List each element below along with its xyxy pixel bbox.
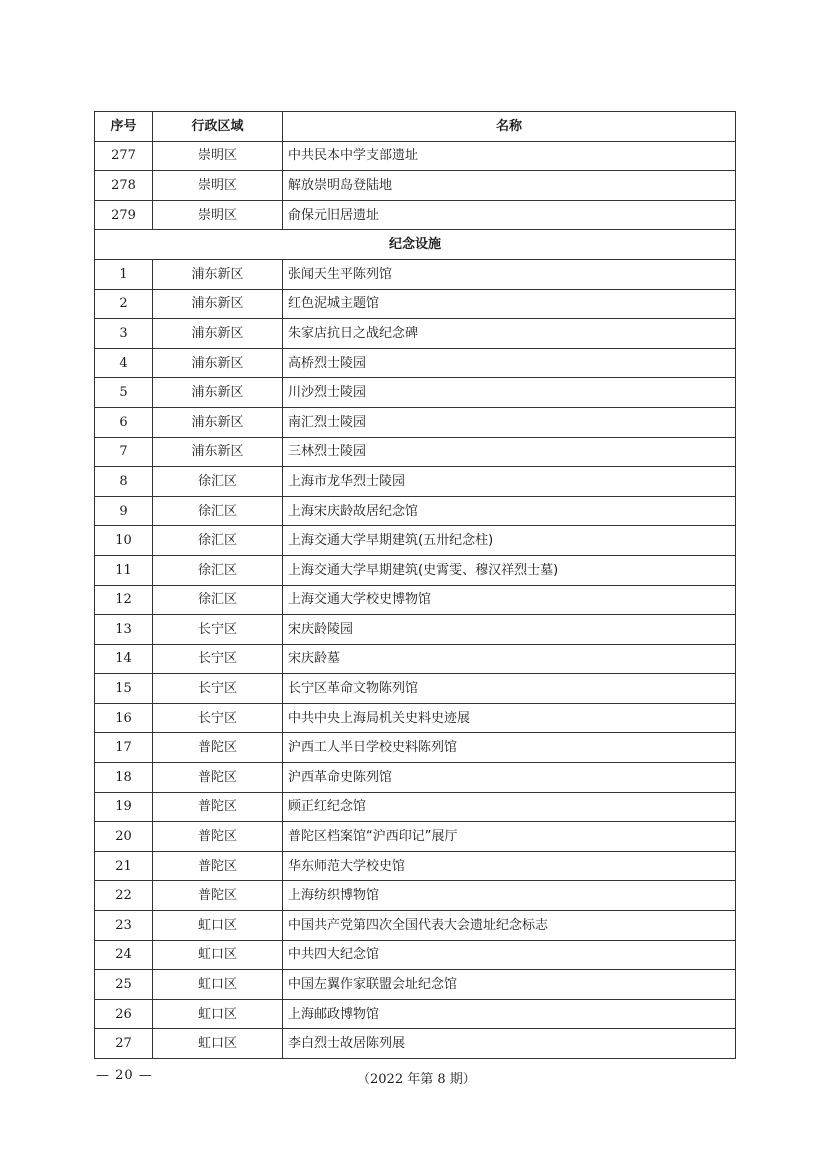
row-district: 虹口区 (153, 911, 283, 941)
row-name: 解放崇明岛登陆地 (283, 171, 736, 201)
row-name: 上海交通大学校史博物馆 (283, 585, 736, 615)
table-row (95, 319, 736, 349)
issue-label: （2022 年第 8 期） (357, 1072, 476, 1087)
table-row (95, 407, 736, 437)
table-row (95, 881, 736, 911)
table-row (95, 940, 736, 970)
row-name: 中国共产党第四次全国代表大会遗址纪念标志 (283, 911, 736, 941)
row-number: 11 (95, 555, 153, 585)
header-district: 行政区域 (153, 112, 283, 142)
table-row (95, 644, 736, 674)
table-row (95, 200, 736, 230)
row-district: 浦东新区 (153, 319, 283, 349)
row-number: 14 (95, 644, 153, 674)
table-row (95, 999, 736, 1029)
row-district: 浦东新区 (153, 407, 283, 437)
row-name: 普陀区档案馆“沪西印记”展厅 (283, 822, 736, 852)
row-number: 1 (95, 259, 153, 289)
row-district: 浦东新区 (153, 378, 283, 408)
row-name: 上海宋庆龄故居纪念馆 (283, 496, 736, 526)
row-number: 277 (95, 141, 153, 171)
row-district: 浦东新区 (153, 348, 283, 378)
row-name: 顾正红纪念馆 (283, 792, 736, 822)
row-district: 崇明区 (153, 141, 283, 171)
row-name: 上海交通大学早期建筑(五卅纪念柱) (283, 526, 736, 556)
row-district: 虹口区 (153, 1029, 283, 1059)
table-row (95, 496, 736, 526)
row-name: 中共四大纪念馆 (283, 940, 736, 970)
row-number: 18 (95, 763, 153, 793)
row-district: 普陀区 (153, 763, 283, 793)
row-name: 中国左翼作家联盟会址纪念馆 (283, 970, 736, 1000)
row-district: 崇明区 (153, 171, 283, 201)
row-number: 21 (95, 851, 153, 881)
table-row (95, 1029, 736, 1059)
row-name: 红色泥城主题馆 (283, 289, 736, 319)
row-number: 5 (95, 378, 153, 408)
header-number: 序号 (95, 112, 153, 142)
row-number: 10 (95, 526, 153, 556)
row-number: 24 (95, 940, 153, 970)
row-number: 23 (95, 911, 153, 941)
table-row (95, 822, 736, 852)
table-row (95, 733, 736, 763)
row-number: 8 (95, 467, 153, 497)
row-district: 徐汇区 (153, 555, 283, 585)
row-district: 普陀区 (153, 733, 283, 763)
table-row (95, 851, 736, 881)
table-row (95, 141, 736, 171)
row-number: 12 (95, 585, 153, 615)
table-row (95, 526, 736, 556)
row-name: 长宁区革命文物陈列馆 (283, 674, 736, 704)
row-district: 崇明区 (153, 200, 283, 230)
row-district: 虹口区 (153, 970, 283, 1000)
row-name: 上海邮政博物馆 (283, 999, 736, 1029)
rows-before-section (95, 141, 736, 230)
table-row (95, 289, 736, 319)
row-number: 22 (95, 881, 153, 911)
row-name: 俞保元旧居遗址 (283, 200, 736, 230)
row-name: 南汇烈士陵园 (283, 407, 736, 437)
table-row (95, 555, 736, 585)
row-name: 上海市龙华烈士陵园 (283, 467, 736, 497)
page-number: — 20 — (96, 1068, 153, 1083)
table-row (95, 703, 736, 733)
row-number: 17 (95, 733, 153, 763)
row-number: 7 (95, 437, 153, 467)
row-number: 279 (95, 200, 153, 230)
row-number: 19 (95, 792, 153, 822)
row-name: 张闻天生平陈列馆 (283, 259, 736, 289)
row-number: 6 (95, 407, 153, 437)
row-number: 4 (95, 348, 153, 378)
row-name: 宋庆龄陵园 (283, 615, 736, 645)
table-row (95, 911, 736, 941)
row-number: 27 (95, 1029, 153, 1059)
row-district: 浦东新区 (153, 437, 283, 467)
row-number: 278 (95, 171, 153, 201)
table-row (95, 259, 736, 289)
row-number: 13 (95, 615, 153, 645)
row-name: 上海交通大学早期建筑(史霄雯、穆汉祥烈士墓) (283, 555, 736, 585)
row-district: 徐汇区 (153, 585, 283, 615)
row-district: 徐汇区 (153, 467, 283, 497)
table-row (95, 674, 736, 704)
row-number: 20 (95, 822, 153, 852)
table-row (95, 615, 736, 645)
row-number: 2 (95, 289, 153, 319)
row-name: 沪西革命史陈列馆 (283, 763, 736, 793)
row-number: 15 (95, 674, 153, 704)
row-district: 长宁区 (153, 674, 283, 704)
row-name: 华东师范大学校史馆 (283, 851, 736, 881)
section-title-row (95, 230, 736, 260)
row-district: 普陀区 (153, 881, 283, 911)
row-district: 徐汇区 (153, 526, 283, 556)
memorial-facilities-rows (95, 259, 736, 1058)
row-name: 中共民本中学支部遗址 (283, 141, 736, 171)
row-name: 沪西工人半日学校史料陈列馆 (283, 733, 736, 763)
row-name: 李白烈士故居陈列展 (283, 1029, 736, 1059)
row-district: 浦东新区 (153, 259, 283, 289)
row-district: 浦东新区 (153, 289, 283, 319)
table-row (95, 171, 736, 201)
row-number: 26 (95, 999, 153, 1029)
row-district: 虹口区 (153, 999, 283, 1029)
row-district: 普陀区 (153, 851, 283, 881)
row-name: 宋庆龄墓 (283, 644, 736, 674)
row-district: 长宁区 (153, 703, 283, 733)
row-number: 25 (95, 970, 153, 1000)
table-row (95, 378, 736, 408)
row-district: 长宁区 (153, 615, 283, 645)
row-name: 三林烈士陵园 (283, 437, 736, 467)
table-row (95, 585, 736, 615)
row-name: 朱家店抗日之战纪念碑 (283, 319, 736, 349)
table-row (95, 467, 736, 497)
table-header-row (95, 112, 736, 142)
monument-list-table (94, 111, 736, 1059)
row-district: 长宁区 (153, 644, 283, 674)
row-district: 普陀区 (153, 792, 283, 822)
table-row (95, 970, 736, 1000)
table-row (95, 348, 736, 378)
table-row (95, 763, 736, 793)
row-number: 16 (95, 703, 153, 733)
row-number: 9 (95, 496, 153, 526)
row-name: 上海纺织博物馆 (283, 881, 736, 911)
row-district: 虹口区 (153, 940, 283, 970)
section-header (95, 230, 736, 260)
row-district: 普陀区 (153, 822, 283, 852)
row-district: 徐汇区 (153, 496, 283, 526)
row-name: 川沙烈士陵园 (283, 378, 736, 408)
row-name: 中共中央上海局机关史料史迹展 (283, 703, 736, 733)
table-row (95, 792, 736, 822)
page-footer (0, 1068, 827, 1090)
table-row (95, 437, 736, 467)
header-name: 名称 (283, 112, 736, 142)
row-name: 高桥烈士陵园 (283, 348, 736, 378)
section-title: 纪念设施 (95, 230, 736, 260)
row-number: 3 (95, 319, 153, 349)
